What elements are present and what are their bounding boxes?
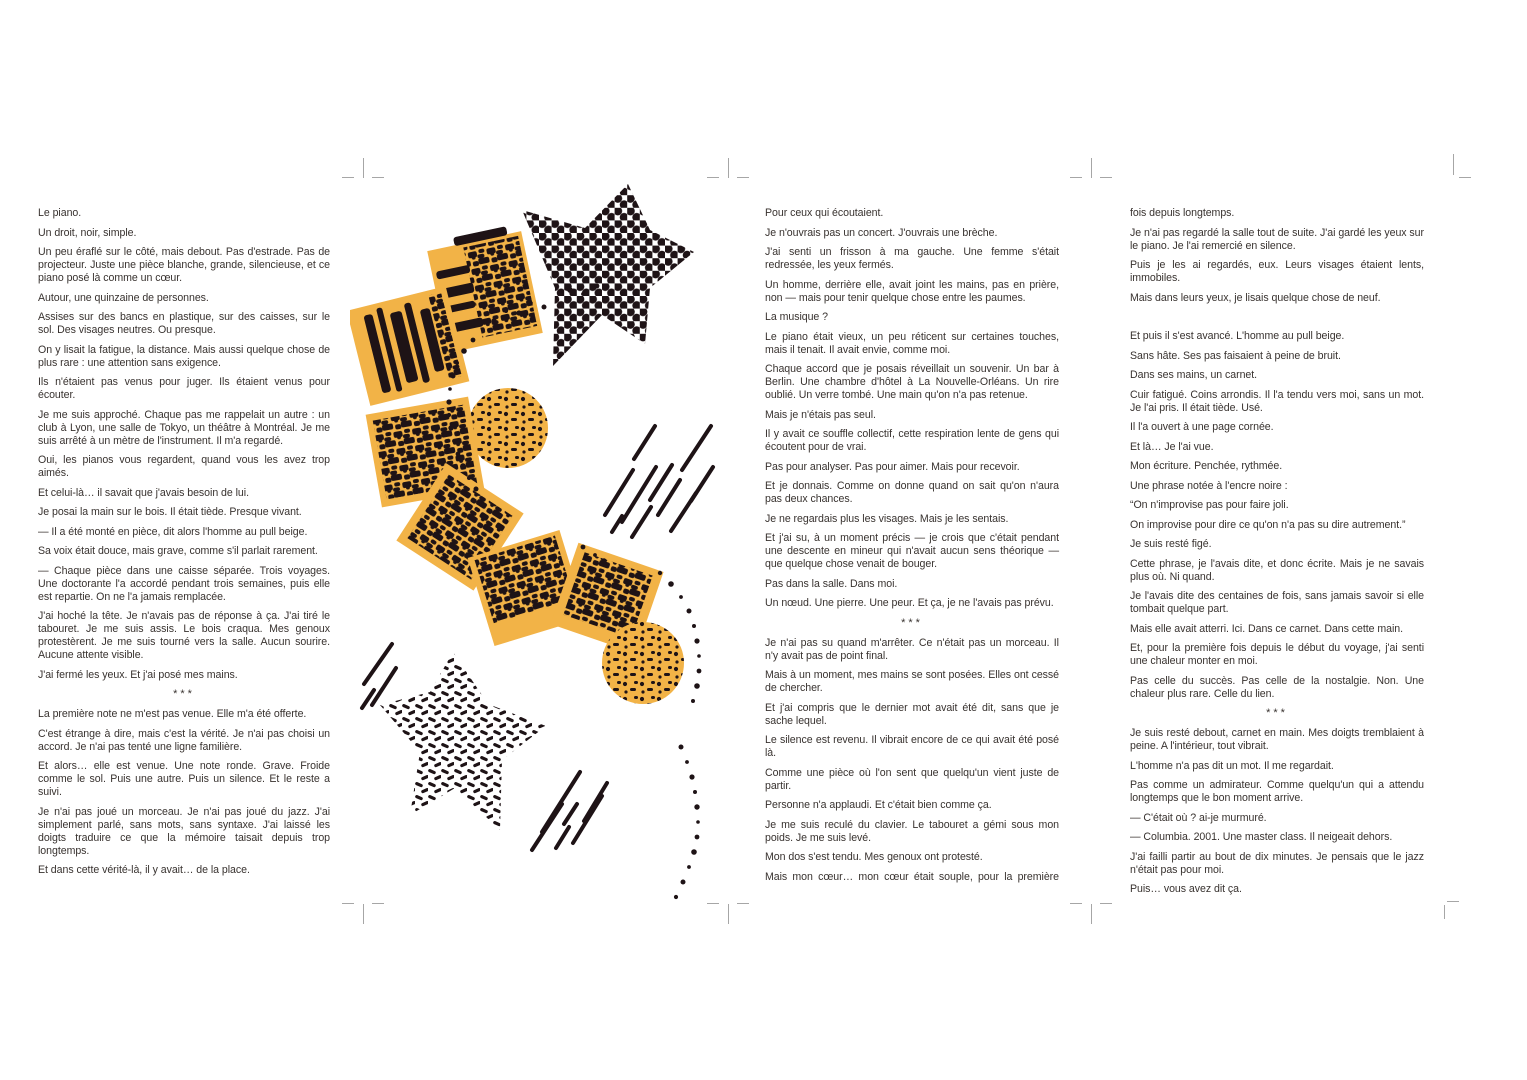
paragraph: J'ai hoché la tête. Je n'avais pas de réponse à ça. J'ai tiré le tabouret. Je me suis assis. Le bois craqua. Mes genoux protestèrent. Je me suis tourné vers la salle. Aucun sourire. Aucune attente visible. (38, 610, 330, 661)
paragraph: Et celui-là… il savait que j'avais besoin de lui. (38, 486, 249, 499)
paragraph: Je n'ai pas joué un morceau. Je n'ai pas joué du jazz. J'ai simplement parlé, sans mots, sans syntaxe. J'ai laissé les doigts traduire ce que la mémoire taisait depuis trop longtemps. (38, 805, 330, 857)
paragraph: “On n'improvise pas pour faire joli. (1130, 499, 1289, 511)
paragraph: — Chaque pièce dans une caisse séparée. Trois voyages. Une doctorante l'a accordé pendant trois semaines, puis elle est repartie. On ne l'a jamais remplacée. (38, 564, 330, 603)
paragraph: Et là… Je l'ai vue. (1130, 440, 1214, 453)
speckled-circle-right (602, 622, 684, 704)
paragraph: Chaque accord que je posais réveillait un souvenir. Un bar à Berlin. Une chambre d'hôtel à La Nouvelle-Orléans. Un rire oublié. Un verre tombé. Une main qu'on n'a pas retenue. (765, 363, 1059, 401)
paragraph: Oui, les pianos vous regardent, quand vous les avez trop aimés. (38, 454, 330, 479)
paragraph: Je n'ai pas regardé la salle tout de suite. J'ai gardé les yeux sur le piano. Je l'ai remercié en silence. (1130, 226, 1424, 252)
paragraph: Et, pour la première fois depuis le début du voyage, j'ai senti une chaleur monter en moi. (1130, 642, 1424, 667)
paragraph: Je l'avais dite des centaines de fois, sans jamais savoir si elle tombait quelque part. (1130, 590, 1424, 615)
paragraph: Un homme, derrière elle, avait joint les mains, pas en prière, non — mais pour tenir quelque chose entre les paumes. (765, 278, 1059, 304)
paragraph: Sans hâte. Ses pas faisaient à peine de bruit. (1130, 349, 1341, 362)
paragraph: Il l'a ouvert à une page cornée. (1130, 421, 1274, 433)
paragraph: Personne n'a applaudi. Et c'était bien comme ça. (765, 799, 992, 811)
section-separator: *** (901, 616, 923, 629)
paragraph: Le silence est revenu. Il vibrait encore de ce qui avait été posé là. (765, 734, 1059, 759)
crop-mark (1453, 154, 1454, 175)
paragraph: — Il a été monté en pièce, dit alors l'homme au pull beige. (38, 525, 308, 538)
paragraph: Mon écriture. Penchée, rythmée. (1130, 460, 1283, 472)
section-separator: *** (173, 688, 195, 700)
paragraph: Comme une pièce où l'on sent que quelqu'un vient juste de partir. (765, 766, 1059, 792)
paragraph: Je ne regardais plus les visages. Mais je les sentais. (765, 512, 1009, 525)
illustration-collage (350, 170, 735, 910)
halftone-star-shape (522, 184, 694, 366)
paragraph: Et j'ai su, à un moment précis — je crois que c'était pendant une descente en mineur qui n'avait aucun sens théorique — que quelque chose venait de bouger. (765, 532, 1059, 570)
crop-mark (1444, 905, 1445, 919)
paragraph: Il y avait ce souffle collectif, cette respiration lente de gens qui écoutent pour de vrai. (765, 428, 1059, 453)
paragraph: Cuir fatigué. Coins arrondis. Il l'a tendu vers moi, sans un mot. Je l'ai pris. Il était tiède. Usé. (1130, 388, 1424, 414)
paragraph: Je suis resté figé. (1130, 538, 1212, 550)
paragraph: Je me suis approché. Chaque pas me rappelait un autre : un club à Lyon, une salle de Tokyo, un théâtre à Montréal. Je me suis arrêté à un mètre de l'instrument. Il m'a regardé. (38, 408, 330, 447)
paragraph: Mais mon cœur… mon cœur était souple, pour la première (765, 870, 1059, 883)
paragraph: Pas pour analyser. Pas pour aimer. Mais pour recevoir. (765, 460, 1020, 473)
paragraph: Un droit, noir, simple. (38, 226, 137, 239)
paragraph: — Columbia. 2001. Une master class. Il neigeait dehors. (1130, 831, 1393, 843)
paragraph: Et j'ai compris que le dernier mot avait été dit, sans que je sache lequel. (765, 701, 1059, 727)
paragraph: Je n'ouvrais pas un concert. J'ouvrais une brèche. (765, 226, 998, 239)
text-column-middle (765, 207, 1059, 890)
paragraph: On y lisait la fatigue, la distance. Mais aussi quelque chose de plus rare : une attention sans exigence. (38, 343, 330, 369)
text-column-left (38, 207, 330, 884)
paragraph: Pas dans la salle. Dans moi. (765, 577, 898, 590)
paragraph: — C'était où ? ai-je murmuré. (1130, 811, 1267, 824)
paragraph: Et alors… elle est venue. Une note ronde. Grave. Froide comme le sol. Puis une autre. Puis un silence. Et le reste a suivi. (38, 760, 330, 798)
crop-mark (1091, 158, 1092, 178)
paragraph: Je posai la main sur le bois. Il était tiède. Presque vivant. (38, 506, 302, 518)
hatch-lines-bottom (532, 772, 607, 850)
paragraph: Dans ses mains, un carnet. (1130, 369, 1258, 381)
paragraph: Et je donnais. Comme on donne quand on sait qu'on n'aura pas deux chances. (765, 480, 1059, 505)
herringbone-star-shape (380, 652, 546, 830)
paragraph: Assises sur des bancs en plastique, sur des caisses, sur le sol. Des visages neutres. Ou presque. (38, 311, 330, 336)
paragraph: Mais je n'étais pas seul. (765, 408, 876, 421)
paragraph: Un peu éraflé sur le côté, mais debout. Pas d'estrade. Pas de projecteur. Juste une pièce blanche, grande, silencieuse, et ce piano posé là comme un cœur. (38, 246, 330, 284)
section-separator: *** (1266, 707, 1288, 719)
paragraph: C'est étrange à dire, mais c'est la vérité. Je n'ai pas choisi un accord. Je n'ai pas tenté une ligne familière. (38, 727, 330, 753)
paragraph: Mais à un moment, mes mains se sont posées. Elles ont cessé de chercher. (765, 669, 1059, 694)
paragraph: Je n'ai pas su quand m'arrêter. Ce n'était pas un morceau. Il n'y avait pas de point final. (765, 636, 1059, 662)
speckled-circle-center (468, 388, 548, 468)
paragraph: Un nœud. Une pierre. Une peur. Et ça, je ne l'avais pas prévu. (765, 597, 1054, 609)
paragraph: Autour, une quinzaine de personnes. (38, 291, 209, 304)
crop-mark (1070, 903, 1082, 904)
paragraph: J'ai fermé les yeux. Et j'ai posé mes mains. (38, 668, 238, 681)
paragraph: Mais elle avait atterri. Ici. Dans ce carnet. Dans cette main. (1130, 622, 1404, 635)
paragraph: J'ai failli partir au bout de dix minutes. Je pensais que le jazz n'était pas pour moi. (1130, 850, 1424, 876)
paragraph: La première note ne m'est pas venue. Elle m'a été offerte. (38, 708, 307, 720)
paragraph: Ils n'étaient pas venus pour juger. Ils étaient venus pour écouter. (38, 376, 330, 401)
paragraph: Puis je les ai regardés, eux. Leurs visages étaient lents, immobiles. (1130, 259, 1424, 284)
crop-mark (737, 177, 749, 178)
paragraph: J'ai senti un frisson à ma gauche. Une femme s'était redressée, les yeux fermés. (765, 246, 1059, 271)
paragraph: Puis… vous avez dit ça. (1130, 883, 1242, 895)
crop-mark (1459, 177, 1471, 178)
paragraph: Sa voix était douce, mais grave, comme s'il parlait rarement. (38, 545, 318, 557)
paragraph: Pas comme un admirateur. Comme quelqu'un qui a attendu longtemps que le bon moment arrive. (1130, 779, 1424, 804)
crop-mark (1070, 177, 1082, 178)
crop-mark (1100, 177, 1112, 178)
crop-mark (1447, 901, 1459, 902)
paragraph: fois depuis longtemps. (1130, 207, 1235, 219)
paragraph: Pour ceux qui écoutaient. (765, 207, 884, 219)
paragraph: Mais dans leurs yeux, je lisais quelque chose de neuf. (1130, 291, 1381, 304)
paragraph: On improvise pour dire ce qu'on n'a pas su dire autrement.” (1130, 518, 1406, 531)
paragraph: Une phrase notée à l'encre noire : (1130, 479, 1288, 492)
hatch-lines-right (605, 426, 713, 537)
paragraph: Le piano. (38, 207, 82, 219)
paragraph: Et dans cette vérité-là, il y avait… de la place. (38, 864, 250, 876)
hatch-lines-left (362, 644, 396, 708)
paragraph: Mon dos s'est tendu. Mes genoux ont protesté. (765, 851, 983, 863)
paragraph: Cette phrase, je l'avais dite, et donc écrite. Mais je ne savais plus où. Ni quand. (1130, 557, 1424, 583)
crop-mark (737, 903, 749, 904)
paragraph: L'homme n'a pas dit un mot. Il me regardait. (1130, 759, 1334, 772)
paragraph: Je me suis reculé du clavier. Le tabouret a gémi sous mon poids. Je me suis levé. (765, 818, 1059, 844)
paragraph: La musique ? (765, 311, 829, 323)
paragraph: Je suis resté debout, carnet en main. Mes doigts tremblaient à peine. A l'intérieur, tout vibrait. (1130, 727, 1424, 752)
crop-mark (1100, 903, 1112, 904)
paragraph: Et puis il s'est avancé. L'homme au pull beige. (1130, 330, 1345, 342)
paragraph: Pas celle du succès. Pas celle de la nostalgie. Non. Une chaleur plus rare. Celle du lien. (1130, 674, 1424, 700)
crop-mark (1091, 904, 1092, 924)
paragraph-gap (1130, 311, 1424, 330)
paragraph: Le piano était vieux, un peu réticent sur certaines touches, mais il tenait. Il avait envie, comme moi. (765, 330, 1059, 356)
text-column-right (1130, 207, 1424, 903)
